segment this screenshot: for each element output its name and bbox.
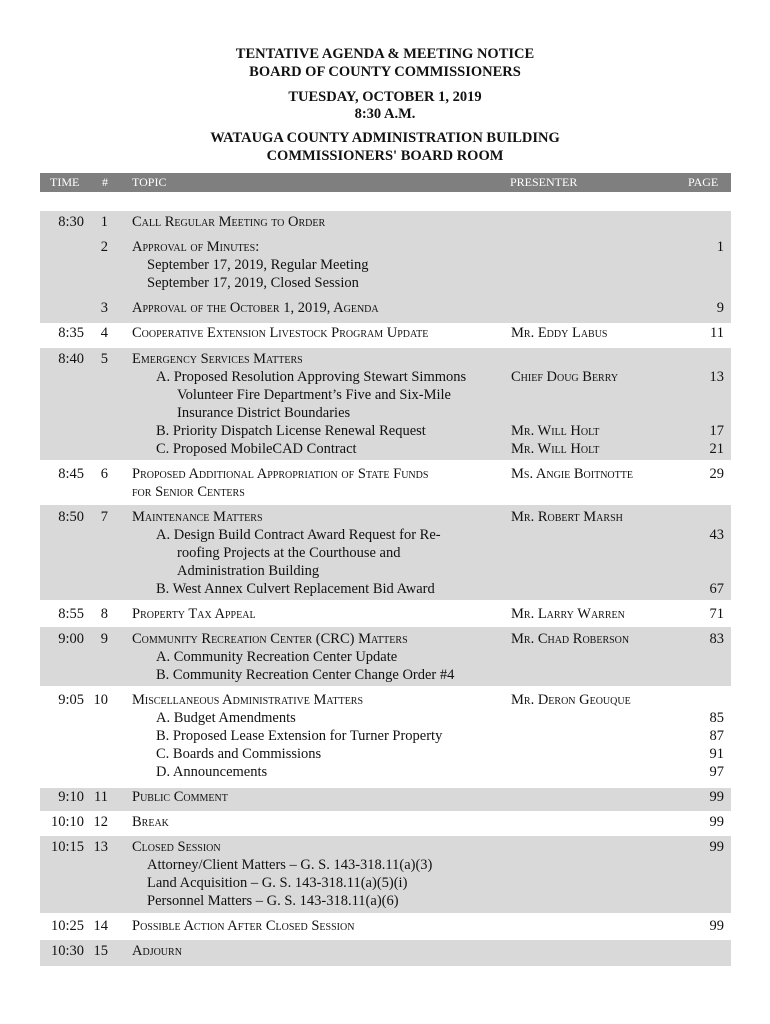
item-number: 5	[100, 351, 108, 367]
item-page: 11	[710, 325, 724, 341]
item-subtopic: Administration Building	[177, 563, 320, 579]
item-page: 85	[709, 710, 724, 726]
item-topic: Proposed Additional Appropriation of State Funds	[132, 466, 429, 482]
item-topic: Maintenance Matters	[132, 509, 263, 525]
item-number: 1	[100, 214, 108, 230]
item-subtopic: Volunteer Fire Department’s Five and Six-Mile	[177, 387, 451, 403]
title-building: WATAUGA COUNTY ADMINISTRATION BUILDING	[210, 130, 560, 146]
title-line-2: BOARD OF COUNTY COMMISSIONERS	[249, 64, 521, 80]
item-subtopic: A. Proposed Resolution Approving Stewart Simmons	[156, 369, 467, 385]
item-time: 8:35	[58, 325, 84, 341]
item-time: 8:55	[58, 606, 84, 622]
item-number: 4	[100, 325, 108, 341]
item-subtopic: Insurance District Boundaries	[177, 405, 351, 421]
item-presenter: Mr. Chad Roberson	[511, 631, 630, 647]
item-presenter: Mr. Robert Marsh	[511, 509, 623, 525]
item-subtopic: A. Design Build Contract Award Request for Re-	[156, 527, 441, 543]
item-number: 10	[93, 692, 108, 708]
item-presenter: Mr. Eddy Labus	[511, 325, 608, 341]
item-time: 10:25	[50, 918, 84, 934]
item-time: 9:05	[58, 692, 84, 708]
item-page: 9	[716, 300, 724, 316]
item-number: 15	[93, 943, 108, 959]
item-topic: Call Regular Meeting to Order	[132, 214, 326, 230]
item-page: 99	[709, 789, 724, 805]
item-time: 8:30	[58, 214, 84, 230]
item-page: 17	[709, 423, 724, 439]
title-room: COMMISSIONERS' BOARD ROOM	[266, 148, 504, 164]
item-time: 8:40	[58, 351, 84, 367]
item-time: 8:50	[58, 509, 84, 525]
item-topic: Community Recreation Center (CRC) Matters	[132, 631, 408, 647]
item-presenter: Mr. Deron Geouque	[511, 692, 631, 708]
item-page: 91	[709, 746, 724, 762]
item-topic: Public Comment	[132, 789, 228, 805]
item-number: 9	[100, 631, 108, 647]
item-subtopic: B. Proposed Lease Extension for Turner Property	[156, 728, 443, 744]
item-page: 83	[709, 631, 724, 647]
item-number: 12	[93, 814, 108, 830]
col-num: #	[102, 175, 108, 189]
item-number: 6	[100, 466, 108, 482]
item-page: 43	[709, 527, 724, 543]
item-page: 13	[709, 369, 724, 385]
item-presenter: Mr. Will Holt	[511, 441, 600, 457]
col-time: TIME	[50, 175, 80, 189]
col-page: PAGE	[688, 175, 719, 189]
item-topic: Emergency Services Matters	[132, 351, 303, 367]
item-page: 71	[709, 606, 724, 622]
item-number: 8	[100, 606, 108, 622]
item-page: 99	[709, 839, 724, 855]
title-date: TUESDAY, OCTOBER 1, 2019	[288, 89, 482, 105]
title-line-1: TENTATIVE AGENDA & MEETING NOTICE	[235, 46, 535, 62]
item-topic: Possible Action After Closed Session	[132, 918, 355, 934]
item-page: 67	[709, 581, 724, 597]
col-topic: TOPIC	[132, 175, 167, 189]
item-subtopic: D. Announcements	[156, 764, 268, 780]
item-number: 13	[93, 839, 108, 855]
item-subtopic: September 17, 2019, Regular Meeting	[147, 257, 369, 273]
item-subtopic: Attorney/Client Matters – G. S. 143-318.11(a)(3)	[147, 857, 433, 873]
item-subtopic: B. West Annex Culvert Replacement Bid Award	[156, 581, 435, 597]
item-page: 99	[709, 918, 724, 934]
item-subtopic: B. Community Recreation Center Change Order #4	[156, 667, 455, 683]
item-subtopic: Land Acquisition – G. S. 143-318.11(a)(5)(i)	[147, 875, 408, 891]
item-topic: Break	[132, 814, 169, 830]
item-subtopic: C. Proposed MobileCAD Contract	[156, 441, 357, 457]
item-page: 87	[709, 728, 724, 744]
item-topic: Approval of Minutes:	[132, 239, 260, 255]
item-subtopic: B. Priority Dispatch License Renewal Request	[156, 423, 426, 439]
item-topic-cont: for Senior Centers	[132, 484, 245, 500]
item-subtopic: A. Budget Amendments	[156, 710, 296, 726]
item-topic: Miscellaneous Administrative Matters	[132, 692, 364, 708]
item-topic: Cooperative Extension Livestock Program Update	[132, 325, 429, 341]
column-header-bar	[40, 173, 731, 192]
item-presenter: Chief Doug Berry	[511, 369, 619, 385]
item-presenter: Mr. Will Holt	[511, 423, 600, 439]
item-presenter: Mr. Larry Warren	[511, 606, 625, 622]
item-time: 8:45	[58, 466, 84, 482]
item-page: 29	[709, 466, 724, 482]
item-subtopic: roofing Projects at the Courthouse and	[177, 545, 401, 561]
title-time: 8:30 A.M.	[354, 106, 416, 122]
item-subtopic: September 17, 2019, Closed Session	[147, 275, 359, 291]
item-subtopic: C. Boards and Commissions	[156, 746, 322, 762]
item-page: 97	[709, 764, 724, 780]
item-topic: Approval of the October 1, 2019, Agenda	[132, 300, 379, 316]
item-number: 3	[100, 300, 108, 316]
item-time: 9:10	[58, 789, 84, 805]
item-number: 7	[100, 509, 108, 525]
col-presenter: PRESENTER	[510, 175, 578, 189]
item-topic: Property Tax Appeal	[132, 606, 256, 622]
item-time: 10:10	[50, 814, 84, 830]
item-page: 21	[709, 441, 724, 457]
item-topic: Adjourn	[132, 943, 182, 959]
item-page: 1	[716, 239, 724, 255]
item-number: 14	[93, 918, 108, 934]
item-number: 11	[94, 789, 108, 805]
item-subtopic: Personnel Matters – G. S. 143-318.11(a)(6)	[147, 893, 399, 909]
item-time: 10:30	[50, 943, 84, 959]
item-time: 10:15	[50, 839, 84, 855]
item-subtopic: A. Community Recreation Center Update	[156, 649, 398, 665]
item-topic: Closed Session	[132, 839, 221, 855]
item-page: 99	[709, 814, 724, 830]
item-number: 2	[100, 239, 108, 255]
item-presenter: Ms. Angie Boitnotte	[511, 466, 633, 482]
item-time: 9:00	[58, 631, 84, 647]
